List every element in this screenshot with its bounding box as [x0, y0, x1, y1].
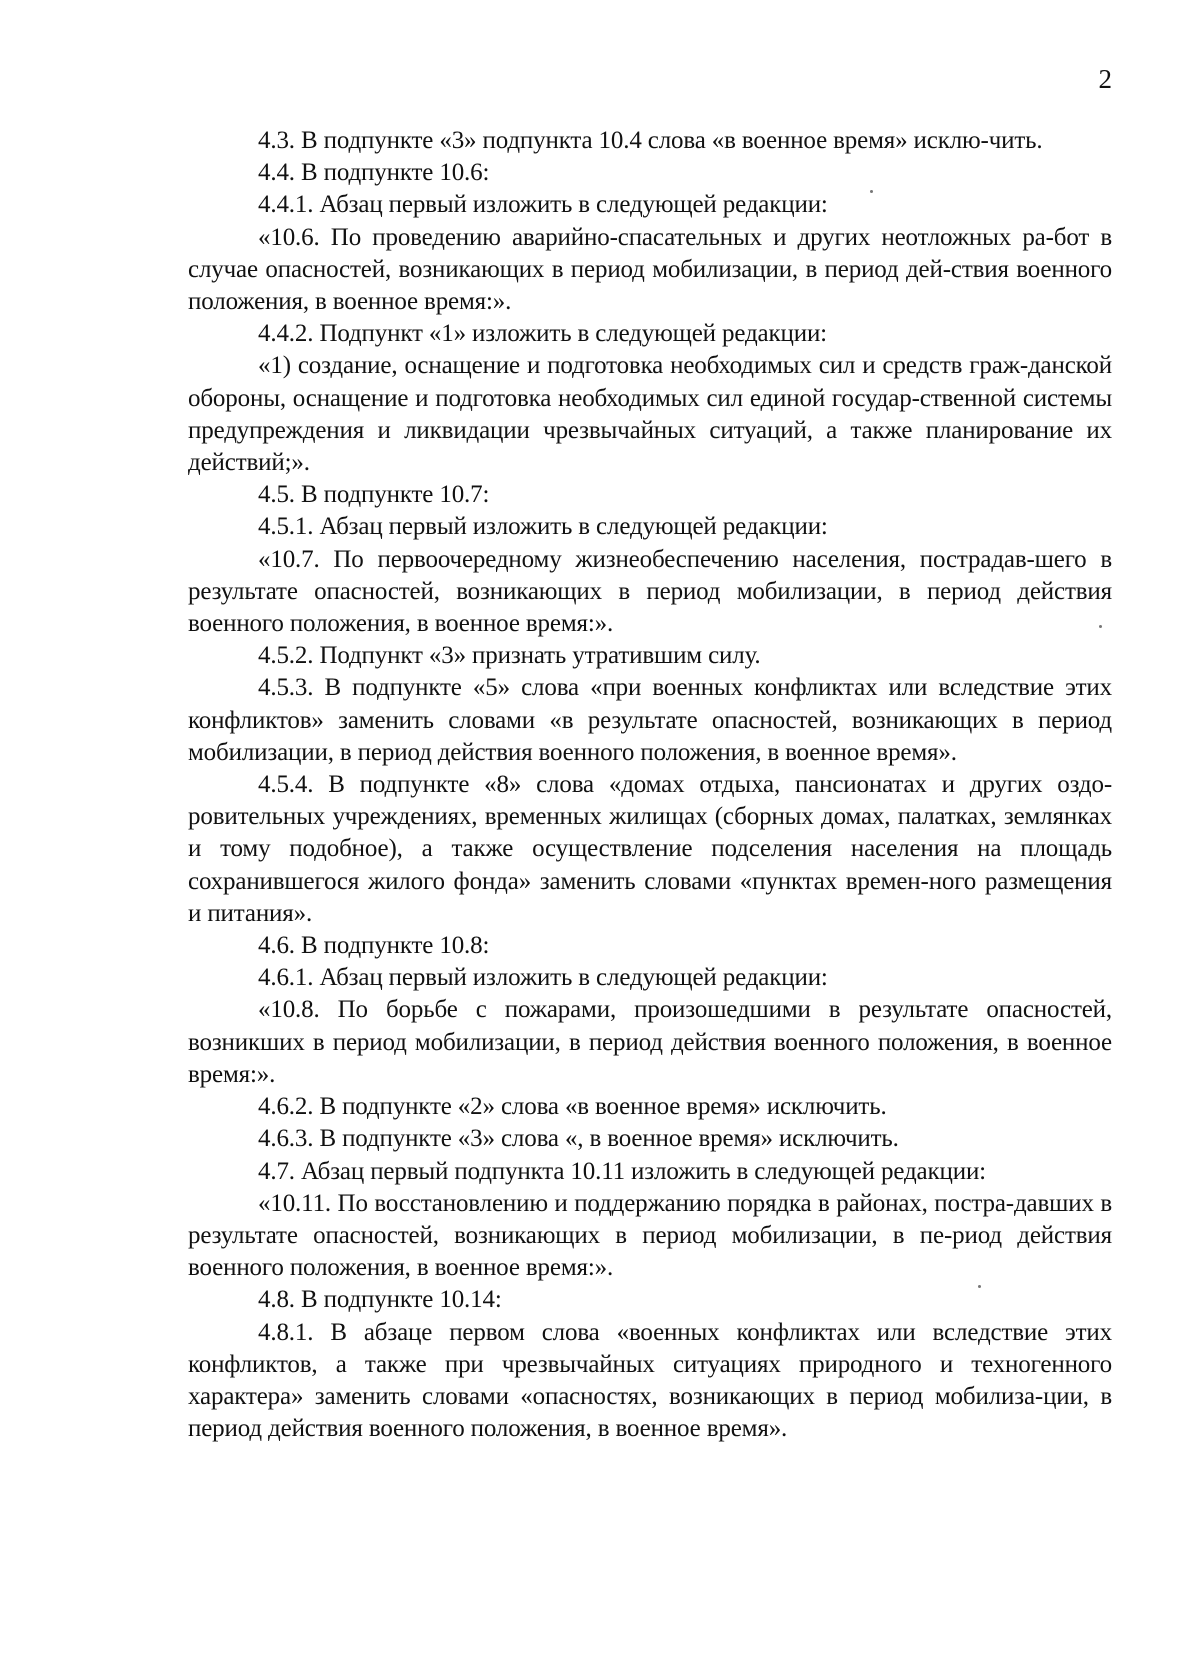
quote-subitem-1: «1) создание, оснащение и подготовка необходимых сил и средств граж-данской обороны, оснащение и подготовка необходимых сил единой государ-ственной системы предупреждения и ликвидации чрезвычайных ситуаций, а также планирование их действий;». [188, 352, 1112, 477]
scan-speck [978, 1285, 981, 1288]
quote-10-8: «10.8. По борьбе с пожарами, произошедшими в результате опасностей, возникших в период мобилизации, в период действия военного положения, в военное время:». [188, 996, 1112, 1088]
document-body [188, 125, 1112, 1445]
paragraph-4-5-1: 4.5.1. Абзац первый изложить в следующей редакции: [258, 513, 828, 541]
paragraph-4-8: 4.8. В подпункте 10.14: [258, 1286, 502, 1314]
page-number: 2 [1098, 64, 1112, 94]
paragraph-4-6-1: 4.6.1. Абзац первый изложить в следующей редакции: [258, 964, 828, 992]
scan-speck [870, 190, 873, 193]
paragraph-4-6-3: 4.6.3. В подпункте «3» слова «, в военное время» исключить. [258, 1125, 899, 1153]
paragraph-4-3: 4.3. В подпункте «3» подпункта 10.4 слова «в военное время» исклю-чить. [258, 127, 1043, 154]
paragraph-4-4-2: 4.4.2. Подпункт «1» изложить в следующей редакции: [258, 320, 827, 348]
paragraph-4-4: 4.4. В подпункте 10.6: [258, 159, 490, 187]
scan-speck [1099, 625, 1102, 628]
paragraph-4-4-1: 4.4.1. Абзац первый изложить в следующей редакции: [258, 191, 828, 219]
paragraph-4-5-4: 4.5.4. В подпункте «8» слова «домах отдыха, пансионатах и других оздо-ровительных учреждениях, временных жилищах (сборных домах, палатках, землянках и тому подобное), а также осуществление подселения населения на площадь сохранившегося жилого фонда» заменить словами «пунктах времен-ного размещения и питания». [188, 771, 1112, 927]
quote-10-11: «10.11. По восстановлению и поддержанию порядка в районах, постра-давших в результате опасностей, возникающих в период мобилизации, в пе-риод действия военного положения, в военное время:». [188, 1189, 1112, 1282]
quote-10-6: «10.6. По проведению аварийно-спасательных и других неотложных ра-бот в случае опасностей, возникающих в период мобилизации, в период дей-ствия военного положения, в военное время:». [188, 223, 1112, 316]
paragraph-4-5: 4.5. В подпункте 10.7: [258, 481, 490, 509]
quote-10-7: «10.7. По первоочередному жизнеобеспечению населения, пострадав-шего в результате опасностей, возникающих в период мобилизации, в период действия военного положения, в военное время:». [188, 545, 1112, 638]
paragraph-4-6: 4.6. В подпункте 10.8: [258, 932, 490, 960]
paragraph-4-8-1: 4.8.1. В абзаце первом слова «военных конфликтах или вследствие этих конфликтов, а также при чрезвычайных ситуациях природного и техногенного характера» заменить словами «опасностях, возникающих в период мобилиза-ции, в период действия военного положения, в военное время». [188, 1318, 1112, 1443]
paragraph-4-5-2: 4.5.2. Подпункт «3» признать утратившим силу. [258, 642, 761, 670]
paragraph-4-7: 4.7. Абзац первый подпункта 10.11 изложить в следующей редакции: [258, 1157, 986, 1185]
paragraph-4-6-2: 4.6.2. В подпункте «2» слова «в военное время» исключить. [258, 1093, 887, 1121]
paragraph-4-5-3: 4.5.3. В подпункте «5» слова «при военных конфликтах или вследствие этих конфликтов» заменить словами «в результате опасностей, возникающих в период мобилизации, в период действия военного положения, в военное время». [188, 674, 1112, 766]
